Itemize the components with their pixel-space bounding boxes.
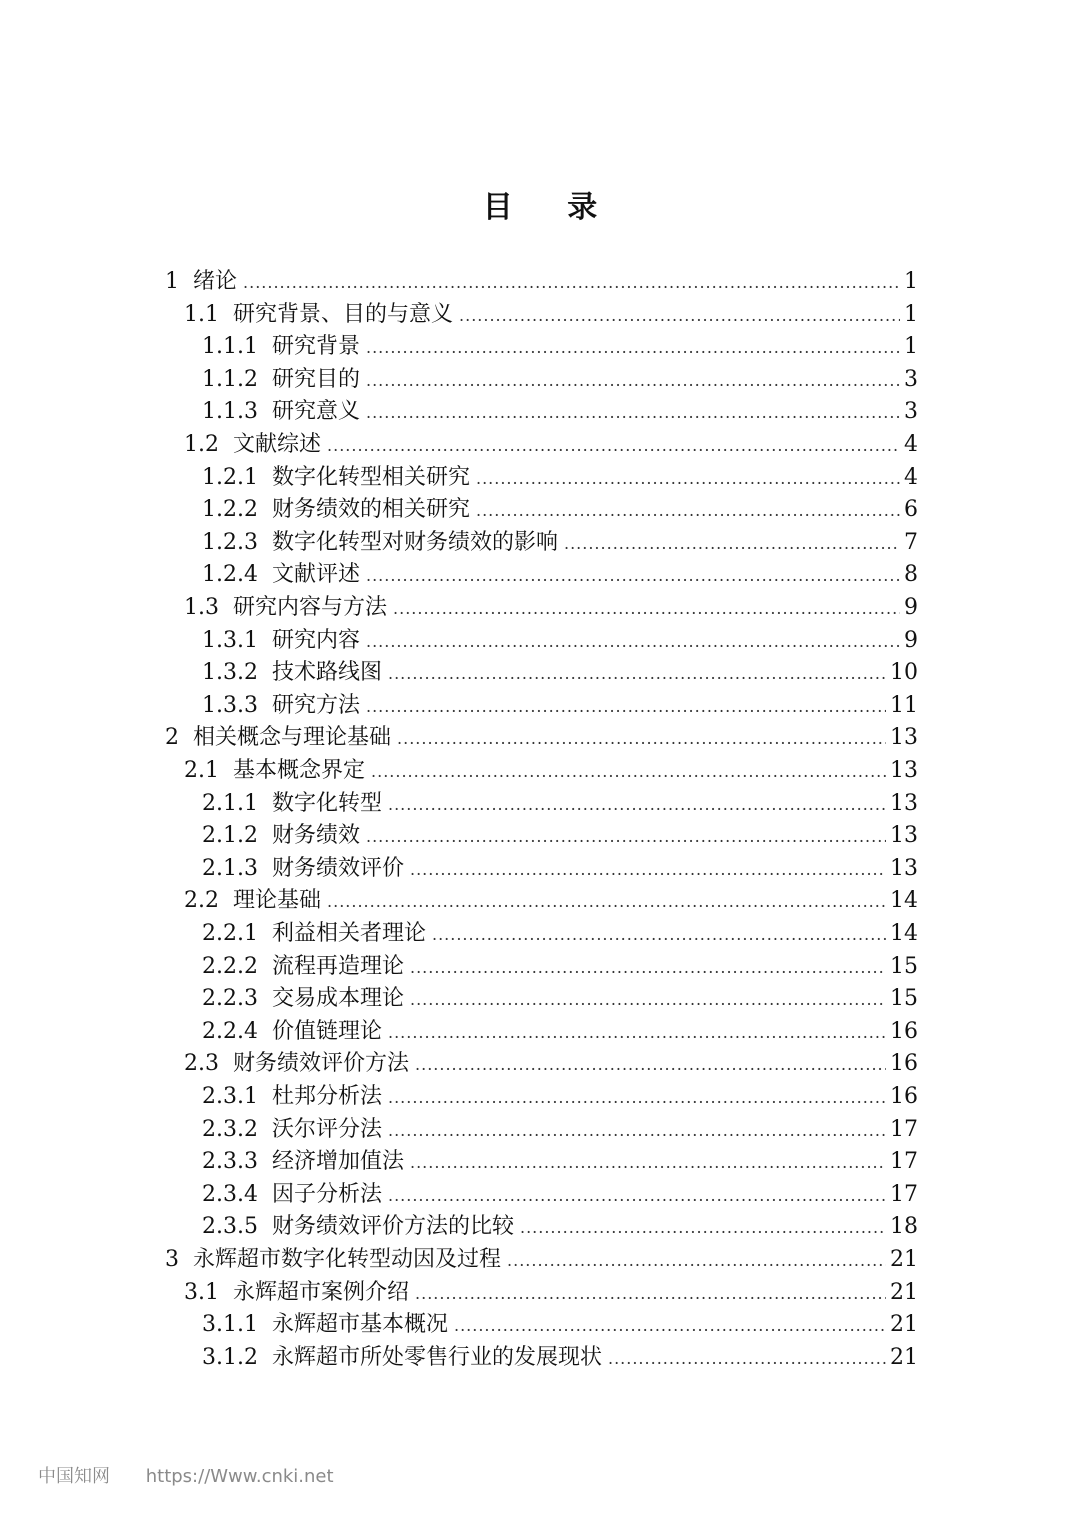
toc-entry[interactable] bbox=[202, 396, 918, 428]
toc-leader-dots bbox=[366, 559, 900, 591]
toc-entry-page: 11 bbox=[890, 692, 918, 718]
toc-leader-dots bbox=[459, 299, 900, 331]
toc-entry[interactable] bbox=[184, 429, 918, 461]
toc-entry-page: 16 bbox=[890, 1084, 918, 1109]
toc-entry-title: 永辉超市数字化转型动因及过程 bbox=[193, 1247, 502, 1272]
toc-entry-number: 2.3.3 bbox=[202, 1149, 258, 1175]
toc-entry-number: 2.1.2 bbox=[202, 823, 258, 849]
toc-leader-dots bbox=[388, 657, 886, 689]
toc-entry[interactable] bbox=[184, 1277, 918, 1309]
toc-leader-dots bbox=[327, 429, 900, 461]
toc-entry[interactable] bbox=[202, 1081, 918, 1113]
toc-entry-title: 财务绩效评价方法的比较 bbox=[271, 1214, 514, 1240]
toc-entry-page: 3 bbox=[904, 399, 918, 425]
toc-entry-page: 21 bbox=[890, 1312, 918, 1338]
toc-entry-page: 13 bbox=[890, 855, 918, 881]
toc-entry[interactable] bbox=[202, 1342, 918, 1374]
toc-entry-number: 3.1.2 bbox=[202, 1344, 258, 1370]
toc-entry-number: 2.3.4 bbox=[202, 1181, 258, 1207]
toc-leader-dots bbox=[327, 885, 886, 917]
toc-entry-number: 1.3.2 bbox=[202, 660, 258, 686]
toc-entry[interactable] bbox=[202, 494, 918, 526]
toc-entry-page: 9 bbox=[904, 627, 918, 653]
toc-entry-number: 1.1.1 bbox=[202, 334, 258, 360]
toc-entry-title: 财务绩效的相关研究 bbox=[271, 497, 470, 523]
toc-entry-page: 16 bbox=[890, 1018, 918, 1044]
toc-entry-title: 流程再造理论 bbox=[271, 953, 404, 979]
footer-brand: 中国知网 bbox=[38, 1466, 110, 1487]
toc-entry-number: 1.2.1 bbox=[202, 464, 258, 490]
toc-entry[interactable] bbox=[184, 885, 918, 917]
toc-entry-title: 理论基础 bbox=[233, 888, 322, 914]
toc-leader-dots bbox=[388, 1114, 886, 1146]
toc-entry[interactable] bbox=[202, 559, 918, 591]
toc-entry[interactable] bbox=[202, 1016, 918, 1048]
toc-entry-number: 1.3.1 bbox=[202, 627, 258, 653]
toc-entry[interactable] bbox=[202, 1146, 918, 1178]
toc-leader-dots bbox=[388, 788, 886, 820]
toc-entry-number: 1.2.4 bbox=[202, 562, 258, 588]
toc-entry-title: 基本概念界定 bbox=[233, 758, 366, 783]
toc-entry-page: 1 bbox=[904, 269, 918, 294]
toc-entry-number: 2.2.4 bbox=[202, 1018, 258, 1044]
toc-entry-title: 利益相关者理论 bbox=[271, 921, 426, 946]
toc-entry-title: 数字化转型相关研究 bbox=[271, 464, 470, 490]
toc-entry-number: 2.3.2 bbox=[202, 1116, 258, 1142]
toc-leader-dots bbox=[366, 625, 900, 657]
toc-entry-title: 研究内容 bbox=[271, 627, 360, 653]
toc-leader-dots bbox=[415, 1048, 886, 1080]
toc-entry[interactable] bbox=[202, 1211, 918, 1243]
toc-entry-page: 15 bbox=[890, 953, 918, 979]
toc-entry-title: 研究内容与方法 bbox=[233, 595, 388, 620]
toc-entry-number: 2.2.3 bbox=[202, 986, 258, 1012]
toc-entry-page: 21 bbox=[890, 1279, 918, 1305]
toc-leader-dots bbox=[371, 755, 886, 787]
toc-leader-dots bbox=[393, 592, 900, 624]
toc-entry-number: 2.1.3 bbox=[202, 855, 258, 881]
toc-entry-title: 杜邦分析法 bbox=[271, 1084, 382, 1109]
toc-entry-page: 18 bbox=[890, 1214, 918, 1240]
toc-leader-dots bbox=[476, 494, 900, 526]
toc-entry-number: 1 bbox=[165, 269, 179, 294]
toc-entry-title: 永辉超市基本概况 bbox=[271, 1312, 448, 1338]
toc-entry-page: 13 bbox=[890, 758, 918, 783]
toc-entry-page: 13 bbox=[890, 823, 918, 849]
toc-entry-number: 2.1.1 bbox=[202, 790, 258, 816]
toc-entry-page: 8 bbox=[904, 562, 918, 588]
toc-entry-number: 1.1 bbox=[184, 301, 219, 327]
toc-entry[interactable] bbox=[184, 299, 918, 331]
toc-entry-title: 交易成本理论 bbox=[271, 986, 404, 1012]
toc-entry-number: 2.3.1 bbox=[202, 1084, 258, 1109]
toc-entry-title: 沃尔评分法 bbox=[271, 1116, 382, 1142]
toc-leader-dots bbox=[454, 1309, 886, 1341]
toc-entry[interactable] bbox=[202, 951, 918, 983]
toc-entry-page: 4 bbox=[904, 432, 918, 457]
toc-entry-page: 10 bbox=[890, 660, 918, 686]
toc-entry[interactable] bbox=[184, 592, 918, 624]
toc-entry-page: 9 bbox=[904, 595, 918, 620]
toc-entry-page: 17 bbox=[890, 1149, 918, 1175]
toc-entry-title: 研究方法 bbox=[271, 692, 360, 718]
toc-entry-number: 1.2.2 bbox=[202, 497, 258, 523]
toc-leader-dots bbox=[388, 1016, 886, 1048]
toc-entry-title: 财务绩效评价 bbox=[271, 855, 404, 881]
toc-entry-number: 2.1 bbox=[184, 758, 219, 783]
toc-entry-number: 1.1.3 bbox=[202, 399, 258, 425]
toc-entry[interactable] bbox=[184, 1048, 918, 1080]
toc-entry-page: 21 bbox=[890, 1247, 918, 1272]
toc-entry-title: 文献综述 bbox=[233, 432, 322, 457]
toc-entry[interactable] bbox=[165, 722, 918, 754]
toc-entry-page: 17 bbox=[890, 1181, 918, 1207]
toc-entry-page: 1 bbox=[904, 301, 918, 327]
toc-leader-dots bbox=[366, 331, 900, 363]
toc-leader-dots bbox=[476, 462, 900, 494]
toc-entry-page: 13 bbox=[890, 790, 918, 816]
toc-entry-title: 永辉超市案例介绍 bbox=[233, 1279, 410, 1305]
toc-entry-page: 7 bbox=[904, 529, 918, 555]
toc-entry[interactable] bbox=[202, 1179, 918, 1211]
toc-entry-page: 17 bbox=[890, 1116, 918, 1142]
toc-leader-dots bbox=[415, 1277, 886, 1309]
toc-leader-dots bbox=[388, 1081, 886, 1113]
toc-leader-dots bbox=[388, 1179, 886, 1211]
toc-entry-title: 经济增加值法 bbox=[271, 1149, 404, 1175]
toc-entry-number: 1.3.3 bbox=[202, 692, 258, 718]
toc-entry-number: 1.1.2 bbox=[202, 366, 258, 392]
toc-entry[interactable] bbox=[202, 820, 918, 852]
footer-site-url: https://Www.cnki.net bbox=[145, 1466, 334, 1487]
toc-entry[interactable] bbox=[202, 462, 918, 494]
toc-entry[interactable] bbox=[202, 788, 918, 820]
toc-entry[interactable] bbox=[202, 983, 918, 1015]
toc-entry-number: 3 bbox=[165, 1247, 179, 1272]
toc-entry-number: 1.3 bbox=[184, 595, 219, 620]
toc-entry-number: 2.2 bbox=[184, 888, 219, 914]
toc-entry-number: 1.2 bbox=[184, 432, 219, 457]
toc-entry-title: 研究背景、目的与意义 bbox=[233, 301, 454, 327]
toc-entry-page: 14 bbox=[890, 921, 918, 946]
toc-entry-title: 财务绩效评价方法 bbox=[233, 1051, 410, 1077]
page-title: 目 录 bbox=[482, 190, 620, 225]
toc-leader-dots bbox=[243, 266, 900, 298]
toc-entry[interactable] bbox=[202, 657, 918, 689]
toc-entry-number: 2 bbox=[165, 725, 179, 751]
toc-leader-dots bbox=[608, 1342, 886, 1374]
toc-leader-dots bbox=[410, 1146, 886, 1178]
toc-entry[interactable] bbox=[202, 625, 918, 657]
toc-entry[interactable] bbox=[165, 1244, 918, 1276]
toc-entry[interactable] bbox=[202, 331, 918, 363]
toc-entry-number: 1.2.3 bbox=[202, 529, 258, 555]
toc-entry-title: 数字化转型 bbox=[271, 790, 382, 816]
toc-entry-page: 6 bbox=[904, 497, 918, 523]
toc-entry-number: 3.1.1 bbox=[202, 1312, 258, 1338]
toc-entry-title: 相关概念与理论基础 bbox=[193, 725, 392, 751]
toc-entry-page: 1 bbox=[904, 334, 918, 360]
toc-entry[interactable] bbox=[202, 1309, 918, 1341]
toc-entry-page: 14 bbox=[890, 888, 918, 914]
watermark-footer bbox=[38, 1462, 334, 1488]
toc-entry-page: 15 bbox=[890, 986, 918, 1012]
toc-entry-page: 16 bbox=[890, 1051, 918, 1077]
toc-entry-title: 数字化转型对财务绩效的影响 bbox=[271, 529, 558, 555]
toc-entry-title: 研究目的 bbox=[271, 366, 360, 392]
toc-entry-title: 价值链理论 bbox=[271, 1018, 382, 1044]
toc-leader-dots bbox=[366, 820, 886, 852]
toc-leader-dots bbox=[410, 983, 886, 1015]
toc-entry-number: 2.3 bbox=[184, 1051, 219, 1077]
toc-entry-title: 永辉超市所处零售行业的发展现状 bbox=[271, 1344, 602, 1370]
toc-leader-dots bbox=[397, 722, 886, 754]
toc-entry[interactable] bbox=[202, 690, 918, 722]
toc-entry-number: 2.2.1 bbox=[202, 921, 258, 946]
toc-leader-dots bbox=[520, 1211, 886, 1243]
toc-entry[interactable] bbox=[202, 918, 918, 950]
toc-leader-dots bbox=[410, 853, 886, 885]
toc-entry-page: 3 bbox=[904, 366, 918, 392]
toc-leader-dots bbox=[564, 527, 900, 559]
toc-entry-page: 13 bbox=[890, 725, 918, 751]
toc-leader-dots bbox=[366, 690, 886, 722]
toc-leader-dots bbox=[366, 396, 900, 428]
toc-leader-dots bbox=[410, 951, 886, 983]
toc-leader-dots bbox=[366, 364, 900, 396]
toc-entry-number: 2.3.5 bbox=[202, 1214, 258, 1240]
toc-entry[interactable] bbox=[184, 755, 918, 787]
toc-entry[interactable] bbox=[202, 527, 918, 559]
toc-entry[interactable] bbox=[202, 364, 918, 396]
toc-leader-dots bbox=[432, 918, 886, 950]
toc-entry[interactable] bbox=[202, 853, 918, 885]
toc-leader-dots bbox=[507, 1244, 886, 1276]
toc-entry-title: 因子分析法 bbox=[271, 1181, 382, 1207]
toc-entry-number: 3.1 bbox=[184, 1279, 219, 1305]
toc-entry-title: 文献评述 bbox=[271, 562, 360, 588]
toc-entry[interactable] bbox=[165, 266, 918, 298]
toc-entry-title: 绪论 bbox=[193, 269, 238, 294]
toc-entry-title: 技术路线图 bbox=[271, 660, 382, 686]
toc-entry-title: 财务绩效 bbox=[271, 823, 360, 849]
toc-entry-title: 研究意义 bbox=[271, 399, 360, 425]
toc-entry[interactable] bbox=[202, 1114, 918, 1146]
toc-entry-title: 研究背景 bbox=[271, 334, 360, 360]
toc-entry-page: 21 bbox=[890, 1344, 918, 1370]
toc-entry-number: 2.2.2 bbox=[202, 953, 258, 979]
toc-entry-page: 4 bbox=[904, 464, 918, 490]
